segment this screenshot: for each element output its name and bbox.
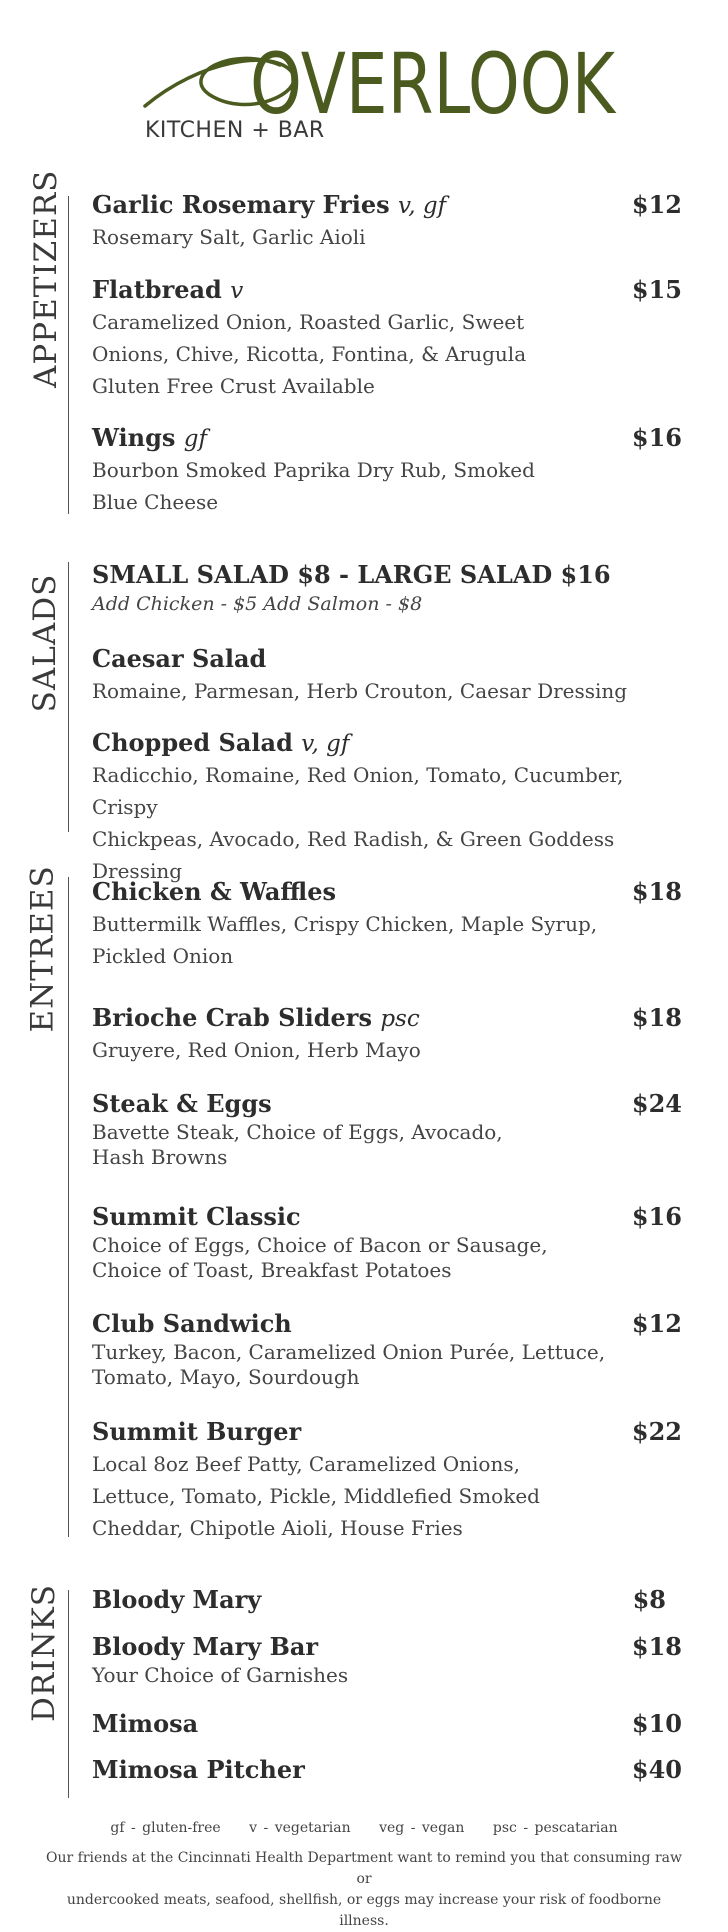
item-desc: Rosemary Salt, Garlic Aioli (92, 225, 366, 249)
item-name: Chopped Salad (92, 728, 293, 757)
menu-item-garlic-rosemary-fries (92, 190, 682, 253)
item-name: Wings (92, 423, 176, 452)
item-desc: Local 8oz Beef Patty, Caramelized Onions, (92, 1452, 520, 1476)
item-tag: v (230, 278, 244, 304)
health-notice-line: undercooked meats, seafood, shellfish, or eggs may increase your risk of foodborne illness. (66, 1892, 662, 1929)
item-name: Chicken & Waffles (92, 877, 337, 906)
menu-item-summit-classic (92, 1202, 682, 1283)
legend-psc: psc - pescatarian (492, 1820, 618, 1836)
menu-item-steak-eggs (92, 1089, 682, 1170)
menu-item-mimosa-pitcher (92, 1755, 682, 1784)
appetizers-divider (68, 196, 69, 514)
item-desc: Bourbon Smoked Paprika Dry Rub, Smoked (92, 458, 535, 482)
salads-divider (68, 562, 69, 832)
menu-item-club-sandwich (92, 1309, 682, 1390)
legend-gf: gf - gluten-free (110, 1820, 221, 1836)
item-desc: Radicchio, Romaine, Red Onion, Tomato, Cucumber, Crispy (92, 763, 624, 819)
item-desc: Caramelized Onion, Roasted Garlic, Sweet (92, 310, 525, 334)
item-desc: Your Choice of Garnishes (92, 1663, 349, 1687)
item-price: $18 (631, 1003, 682, 1032)
item-price: $22 (631, 1417, 682, 1446)
health-notice (40, 1848, 688, 1932)
item-desc: Lettuce, Tomato, Pickle, Middlefied Smoked (92, 1484, 540, 1508)
salads-label: SALADS (27, 573, 63, 713)
item-desc: Turkey, Bacon, Caramelized Onion Purée, Lettuce, (92, 1340, 606, 1364)
item-desc: Chickpeas, Avocado, Red Radish, & Green Goddess Dressing (92, 827, 615, 883)
item-price: $24 (631, 1089, 682, 1118)
menu-item-chicken-waffles (92, 877, 682, 972)
item-tag: psc (380, 1006, 420, 1032)
salad-addons: Add Chicken - $5 Add Salmon - $8 (92, 593, 423, 615)
drinks-label: DRINKS (26, 1584, 62, 1722)
item-price: $18 (631, 877, 682, 906)
item-price: $15 (631, 275, 682, 304)
item-price: $40 (631, 1755, 682, 1784)
salad-pricing: SMALL SALAD $8 - LARGE SALAD $16 (92, 560, 611, 589)
brand-name: OVERLOOK (250, 35, 617, 133)
item-price: $16 (631, 1202, 682, 1231)
item-desc: Hash Browns (92, 1145, 228, 1169)
item-desc: Choice of Eggs, Choice of Bacon or Sausage, (92, 1233, 548, 1257)
menu-item-bloody-mary (92, 1585, 682, 1614)
menu-item-caesar-salad (92, 644, 682, 707)
item-name: Mimosa (92, 1709, 199, 1738)
item-name: Summit Classic (92, 1202, 301, 1231)
item-desc: Tomato, Mayo, Sourdough (92, 1365, 360, 1389)
item-price: $12 (631, 190, 682, 219)
item-desc: Cheddar, Chipotle Aioli, House Fries (92, 1516, 463, 1540)
legend-v: v - vegetarian (249, 1820, 351, 1836)
menu-item-mimosa (92, 1709, 682, 1738)
item-desc: Buttermilk Waffles, Crispy Chicken, Maple Syrup, (92, 912, 598, 936)
item-desc: Gruyere, Red Onion, Herb Mayo (92, 1038, 421, 1062)
item-desc: Romaine, Parmesan, Herb Crouton, Caesar Dressing (92, 679, 628, 703)
overlook-logo (140, 35, 620, 150)
item-tag: v, gf (301, 731, 350, 757)
item-price: $18 (631, 1632, 682, 1661)
item-desc: Blue Cheese (92, 490, 219, 514)
drinks-divider (68, 1590, 69, 1798)
salad-size-header (92, 560, 682, 615)
item-desc: Gluten Free Crust Available (92, 374, 375, 398)
brand-subtitle: KITCHEN + BAR (145, 118, 325, 143)
item-price: $10 (631, 1709, 682, 1738)
item-name: Flatbread (92, 275, 222, 304)
menu-item-bloody-mary-bar (92, 1632, 682, 1688)
entrees-label: ENTREES (24, 865, 61, 1033)
menu-item-chopped-salad (92, 728, 682, 887)
item-name: Garlic Rosemary Fries (92, 190, 390, 219)
item-name: Steak & Eggs (92, 1089, 272, 1118)
appetizers-label: APPETIZERS (28, 169, 64, 388)
item-desc: Bavette Steak, Choice of Eggs, Avocado, (92, 1120, 503, 1144)
item-name: Caesar Salad (92, 644, 267, 673)
item-name: Brioche Crab Sliders (92, 1003, 372, 1032)
dietary-legend (0, 1820, 728, 1836)
menu-item-summit-burger (92, 1417, 682, 1544)
item-price: $16 (631, 423, 682, 452)
item-desc: Onions, Chive, Ricotta, Fontina, & Arugula (92, 342, 527, 366)
item-name: Mimosa Pitcher (92, 1755, 305, 1784)
item-desc: Choice of Toast, Breakfast Potatoes (92, 1258, 452, 1282)
menu-item-flatbread (92, 275, 682, 402)
health-notice-line: Our friends at the Cincinnati Health Department want to remind you that consuming raw or (46, 1850, 682, 1887)
menu-item-wings (92, 423, 682, 518)
item-tag: v, gf (398, 193, 447, 219)
legend-veg: veg - vegan (379, 1820, 465, 1836)
item-tag: gf (183, 426, 207, 452)
item-price: $12 (631, 1309, 682, 1338)
item-name: Club Sandwich (92, 1309, 292, 1338)
item-desc: Pickled Onion (92, 944, 234, 968)
item-price: $8 (632, 1585, 666, 1614)
item-name: Summit Burger (92, 1417, 302, 1446)
item-name: Bloody Mary Bar (92, 1632, 319, 1661)
menu-item-brioche-crab-sliders (92, 1003, 682, 1066)
item-name: Bloody Mary (92, 1585, 262, 1614)
entrees-divider (68, 877, 69, 1537)
